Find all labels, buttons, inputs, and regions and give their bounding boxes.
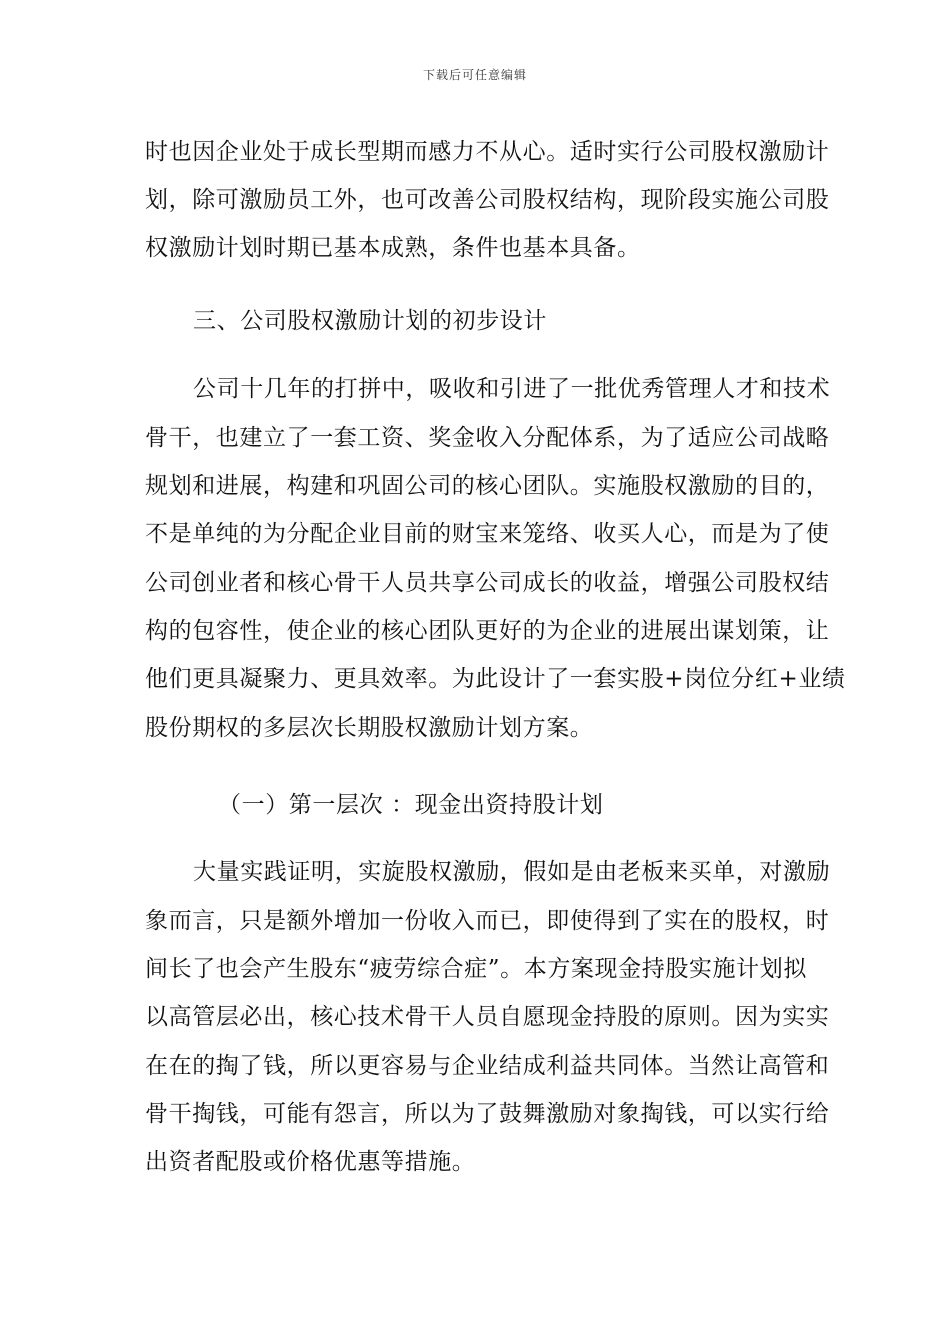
paragraph-1-line-3: 权激励计划时期已基本成熟，条件也基本具备。	[145, 235, 641, 261]
paragraph-3-line-6: 骨干掏钱，可能有怨言，所以为了鼓舞激励对象掏钱，可以实行给	[145, 1101, 830, 1127]
paragraph-2-line-2: 骨干，也建立了一套工资、奖金收入分配体系，为了适应公司战略	[145, 425, 830, 451]
paragraph-2-line-5: 公司创业者和核心骨干人员共享公司成长的收益，增强公司股权结	[145, 570, 830, 596]
paragraph-3-line-1: 大量实践证明，实旋股权激励，假如是由老板来买单，对激励	[193, 859, 831, 885]
paragraph-2-line-1: 公司十几年的打拼中，吸收和引进了一批优秀管理人才和技术	[193, 376, 831, 402]
page-header: 下载后可任意编辑	[422, 68, 527, 82]
subheading-level-1: （一）第一层次 ：现金出资持股计划	[218, 792, 604, 818]
section-heading-3: 三、公司股权激励计划的初步设计	[193, 308, 547, 334]
paragraph-2-line-7: 他们更具凝聚力、更具效率。为此设计了一套实股+岗位分红+业绩	[145, 666, 846, 692]
paragraph-2-line-4: 不是单纯的为分配企业目前的财宝来笼络、收买人心，而是为了使	[145, 521, 830, 547]
paragraph-3-line-5: 在在的掏了钱，所以更容易与企业结成利益共同体。当然让高管和	[145, 1053, 830, 1079]
paragraph-1-line-1: 时也因企业处于成长型期而感力不从心。适时实行公司股权激励计	[145, 139, 830, 165]
paragraph-2-line-6: 构的包容性，使企业的核心团队更好的为企业的进展出谋划策，让	[145, 618, 830, 644]
paragraph-3-line-2: 象而言，只是额外增加一份收入而已，即使得到了实在的股权，时	[145, 908, 830, 934]
paragraph-2-line-3: 规划和进展，构建和巩固公司的核心团队。实施股权激励的目的，	[145, 473, 830, 499]
paragraph-3-line-7: 出资者配股或价格优惠等措施。	[145, 1149, 476, 1175]
paragraph-1-line-2: 划，除可激励员工外，也可改善公司股权结构，现阶段实施公司股	[145, 187, 830, 213]
paragraph-3-line-3: 间长了也会产生股东“疲劳综合症”。本方案现金持股实施计划拟	[145, 956, 807, 982]
paragraph-3-line-4: 以高管层必出，核心技术骨干人员自愿现金持股的原则。因为实实	[145, 1004, 830, 1030]
paragraph-2-line-8: 股份期权的多层次长期股权激励计划方案。	[145, 715, 594, 741]
